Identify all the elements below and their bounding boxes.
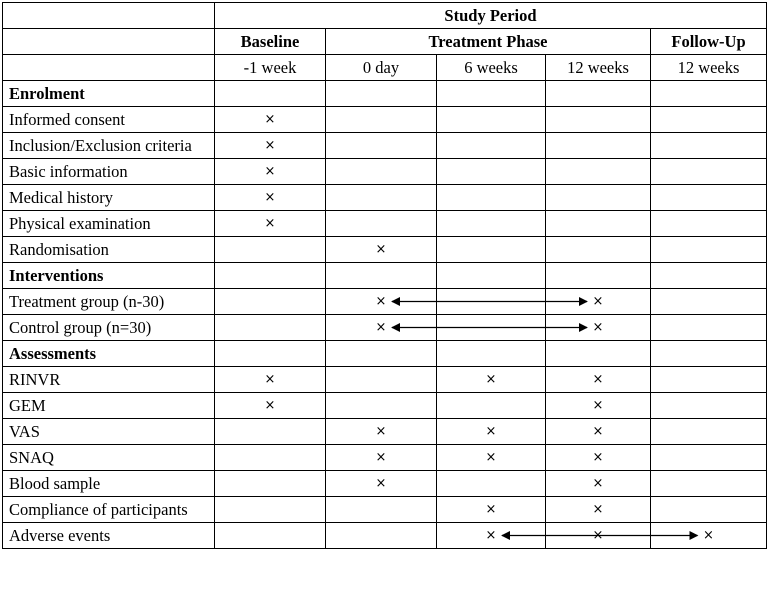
- empty-cell: [651, 107, 767, 133]
- empty-cell: [326, 263, 437, 289]
- empty-cell: [651, 315, 767, 341]
- study-period-header: Study Period: [215, 3, 767, 29]
- check-mark: ×: [437, 445, 546, 471]
- row-label: Basic information: [3, 159, 215, 185]
- empty-cell: [651, 393, 767, 419]
- empty-cell: [326, 81, 437, 107]
- timepoint-header: 6 weeks: [437, 55, 546, 81]
- table-row: [3, 159, 767, 185]
- empty-cell: [326, 523, 437, 549]
- row-label: Physical examination: [3, 211, 215, 237]
- check-mark: ×: [546, 523, 651, 549]
- table-row: [3, 341, 767, 367]
- check-mark: ×: [326, 289, 437, 315]
- empty-cell: [215, 315, 326, 341]
- empty-cell: [437, 393, 546, 419]
- empty-cell: [437, 315, 546, 341]
- empty-cell: [215, 341, 326, 367]
- check-mark: ×: [326, 315, 437, 341]
- check-mark: ×: [437, 497, 546, 523]
- empty-cell: [215, 289, 326, 315]
- treatment-phase-header: Treatment Phase: [326, 29, 651, 55]
- row-label: Compliance of participants: [3, 497, 215, 523]
- header-empty-cell: [3, 55, 215, 81]
- empty-cell: [437, 133, 546, 159]
- table-row: [3, 445, 767, 471]
- row-label: Treatment group (n-30): [3, 289, 215, 315]
- empty-cell: [651, 159, 767, 185]
- empty-cell: [215, 523, 326, 549]
- empty-cell: [437, 471, 546, 497]
- table-row: [3, 211, 767, 237]
- empty-cell: [326, 367, 437, 393]
- row-label: Informed consent: [3, 107, 215, 133]
- check-mark: ×: [437, 523, 546, 549]
- empty-cell: [546, 263, 651, 289]
- check-mark: ×: [437, 419, 546, 445]
- table-row: [3, 393, 767, 419]
- timepoint-header: 12 weeks: [546, 55, 651, 81]
- empty-cell: [651, 185, 767, 211]
- empty-cell: [326, 497, 437, 523]
- row-label: Adverse events: [3, 523, 215, 549]
- check-mark: ×: [215, 107, 326, 133]
- study-schedule-table: [2, 2, 767, 549]
- schedule-body: [3, 81, 767, 549]
- timepoint-header: -1 week: [215, 55, 326, 81]
- header-row-study-period: [3, 3, 767, 29]
- table-row: [3, 419, 767, 445]
- empty-cell: [326, 159, 437, 185]
- baseline-header: Baseline: [215, 29, 326, 55]
- empty-cell: [651, 367, 767, 393]
- row-label: Control group (n=30): [3, 315, 215, 341]
- empty-cell: [326, 107, 437, 133]
- check-mark: ×: [326, 471, 437, 497]
- check-mark: ×: [651, 523, 767, 549]
- empty-cell: [437, 341, 546, 367]
- table-row: [3, 107, 767, 133]
- empty-cell: [437, 159, 546, 185]
- row-label: GEM: [3, 393, 215, 419]
- follow-up-header: Follow-Up: [651, 29, 767, 55]
- table-row: [3, 471, 767, 497]
- table-row: [3, 237, 767, 263]
- empty-cell: [651, 341, 767, 367]
- check-mark: ×: [215, 185, 326, 211]
- empty-cell: [215, 471, 326, 497]
- empty-cell: [437, 263, 546, 289]
- empty-cell: [546, 107, 651, 133]
- empty-cell: [437, 107, 546, 133]
- empty-cell: [215, 497, 326, 523]
- empty-cell: [651, 133, 767, 159]
- row-label: VAS: [3, 419, 215, 445]
- check-mark: ×: [215, 211, 326, 237]
- empty-cell: [546, 133, 651, 159]
- empty-cell: [215, 263, 326, 289]
- table-row: [3, 497, 767, 523]
- empty-cell: [546, 81, 651, 107]
- empty-cell: [651, 211, 767, 237]
- check-mark: ×: [546, 315, 651, 341]
- header-row-timepoints: [3, 55, 767, 81]
- table-row: [3, 263, 767, 289]
- row-label: SNAQ: [3, 445, 215, 471]
- check-mark: ×: [215, 133, 326, 159]
- empty-cell: [651, 237, 767, 263]
- check-mark: ×: [546, 367, 651, 393]
- section-heading: Enrolment: [3, 81, 215, 107]
- table-row: [3, 367, 767, 393]
- empty-cell: [651, 263, 767, 289]
- row-label: Medical history: [3, 185, 215, 211]
- empty-cell: [215, 445, 326, 471]
- check-mark: ×: [215, 393, 326, 419]
- empty-cell: [437, 211, 546, 237]
- empty-cell: [651, 471, 767, 497]
- empty-cell: [326, 133, 437, 159]
- empty-cell: [651, 289, 767, 315]
- table-row: [3, 289, 767, 315]
- check-mark: ×: [326, 445, 437, 471]
- timepoint-header: 0 day: [326, 55, 437, 81]
- empty-cell: [215, 81, 326, 107]
- empty-cell: [651, 81, 767, 107]
- empty-cell: [546, 185, 651, 211]
- table-row: [3, 523, 767, 549]
- empty-cell: [326, 211, 437, 237]
- table-row: [3, 315, 767, 341]
- empty-cell: [326, 341, 437, 367]
- check-mark: ×: [546, 393, 651, 419]
- row-label: Blood sample: [3, 471, 215, 497]
- row-label: RINVR: [3, 367, 215, 393]
- section-heading: Assessments: [3, 341, 215, 367]
- empty-cell: [326, 393, 437, 419]
- check-mark: ×: [546, 471, 651, 497]
- empty-cell: [651, 497, 767, 523]
- timepoint-header: 12 weeks: [651, 55, 767, 81]
- empty-cell: [651, 445, 767, 471]
- row-label: Randomisation: [3, 237, 215, 263]
- table-row: [3, 133, 767, 159]
- check-mark: ×: [546, 497, 651, 523]
- empty-cell: [437, 81, 546, 107]
- check-mark: ×: [326, 237, 437, 263]
- check-mark: ×: [326, 419, 437, 445]
- check-mark: ×: [546, 445, 651, 471]
- empty-cell: [437, 185, 546, 211]
- table-row: [3, 81, 767, 107]
- empty-cell: [546, 159, 651, 185]
- section-heading: Interventions: [3, 263, 215, 289]
- empty-cell: [215, 237, 326, 263]
- header-empty-cell: [3, 3, 215, 29]
- check-mark: ×: [546, 419, 651, 445]
- header-empty-cell: [3, 29, 215, 55]
- check-mark: ×: [215, 367, 326, 393]
- empty-cell: [326, 185, 437, 211]
- empty-cell: [546, 237, 651, 263]
- row-label: Inclusion/Exclusion criteria: [3, 133, 215, 159]
- empty-cell: [651, 419, 767, 445]
- check-mark: ×: [437, 367, 546, 393]
- table-row: [3, 185, 767, 211]
- header-row-phases: [3, 29, 767, 55]
- empty-cell: [437, 289, 546, 315]
- empty-cell: [215, 419, 326, 445]
- check-mark: ×: [546, 289, 651, 315]
- empty-cell: [546, 211, 651, 237]
- empty-cell: [437, 237, 546, 263]
- empty-cell: [546, 341, 651, 367]
- check-mark: ×: [215, 159, 326, 185]
